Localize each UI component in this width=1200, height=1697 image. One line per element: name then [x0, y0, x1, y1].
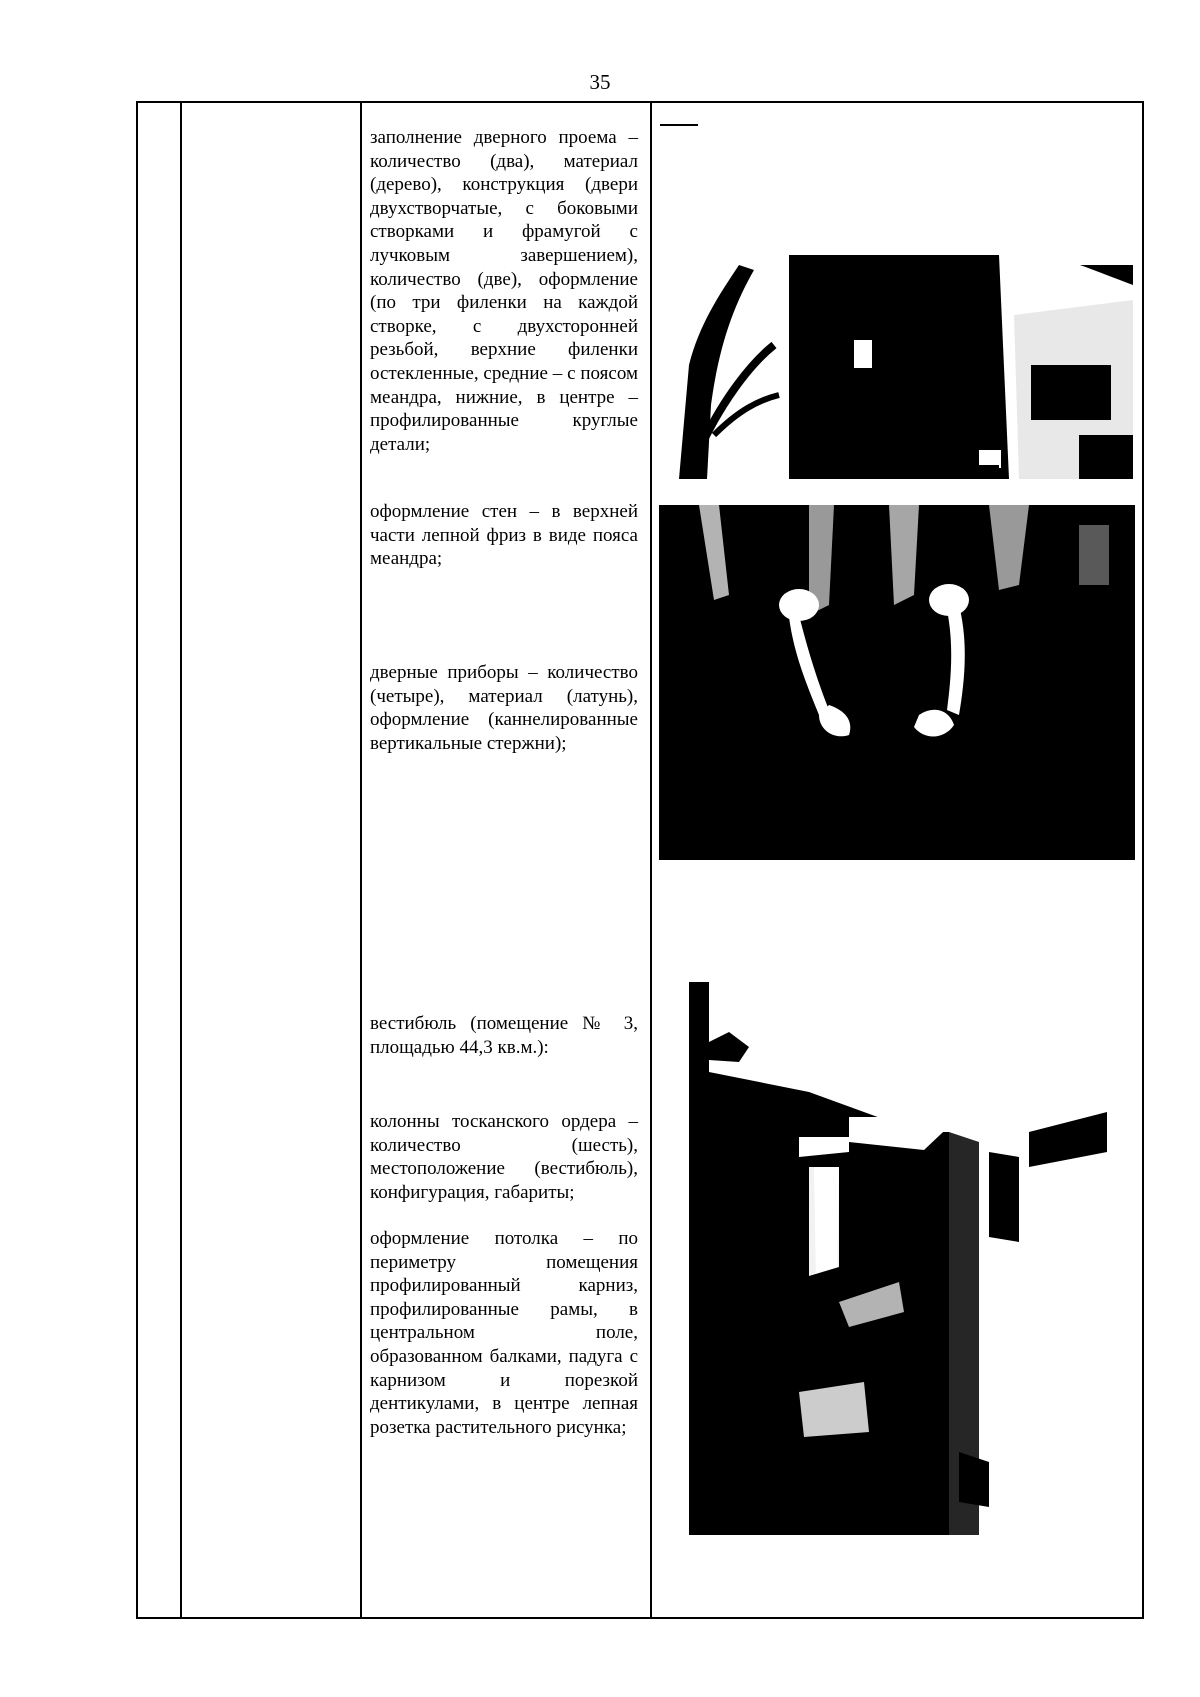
- short-rule: [660, 124, 698, 126]
- column-divider-3: [650, 103, 652, 1617]
- door-hardware-photo: [659, 505, 1135, 860]
- vestibule-heading: вестибюль (помещение № 3, площадью 44,3 кв.м.):: [370, 1013, 638, 1058]
- column-divider-2: [360, 103, 362, 1617]
- description-column: [370, 126, 638, 1606]
- column-divider-1: [180, 103, 182, 1617]
- columns-text: колонны тосканского ордера – количество (шесть), местоположение (вестибюль), конфигурация, габариты;: [370, 1111, 638, 1203]
- ceiling-text: оформление потолка – по периметру помещения профилированный карниз, профилированные рамы, в центральном поле, образованном балками, падуга с карнизом и порезкой дентикулами, в центре лепная розетка растительного рисунка;: [370, 1228, 638, 1438]
- walls-text: оформление стен – в верхней части лепной фриз в виде пояса меандра;: [370, 501, 638, 570]
- door-photo: [659, 205, 1133, 479]
- door-filling-text: заполнение дверного проема – количество (два), материал (дерево), конструкция (двери двухстворчатые, с боковыми створками и фрамугой с лучковым завершением), количество (две), оформление (по три филенки на каждой створке, с двухсторонней резьбой, верхние филенки остекленные, средние – с поясом меандра, нижние, в центре – профилированные круглые детали;: [370, 127, 638, 455]
- page-number: 35: [589, 70, 611, 94]
- vestibule-photo: [689, 982, 1107, 1535]
- door-hardware-text: дверные приборы – количество (четыре), материал (латунь), оформление (каннелированные вертикальные стержни);: [370, 662, 638, 754]
